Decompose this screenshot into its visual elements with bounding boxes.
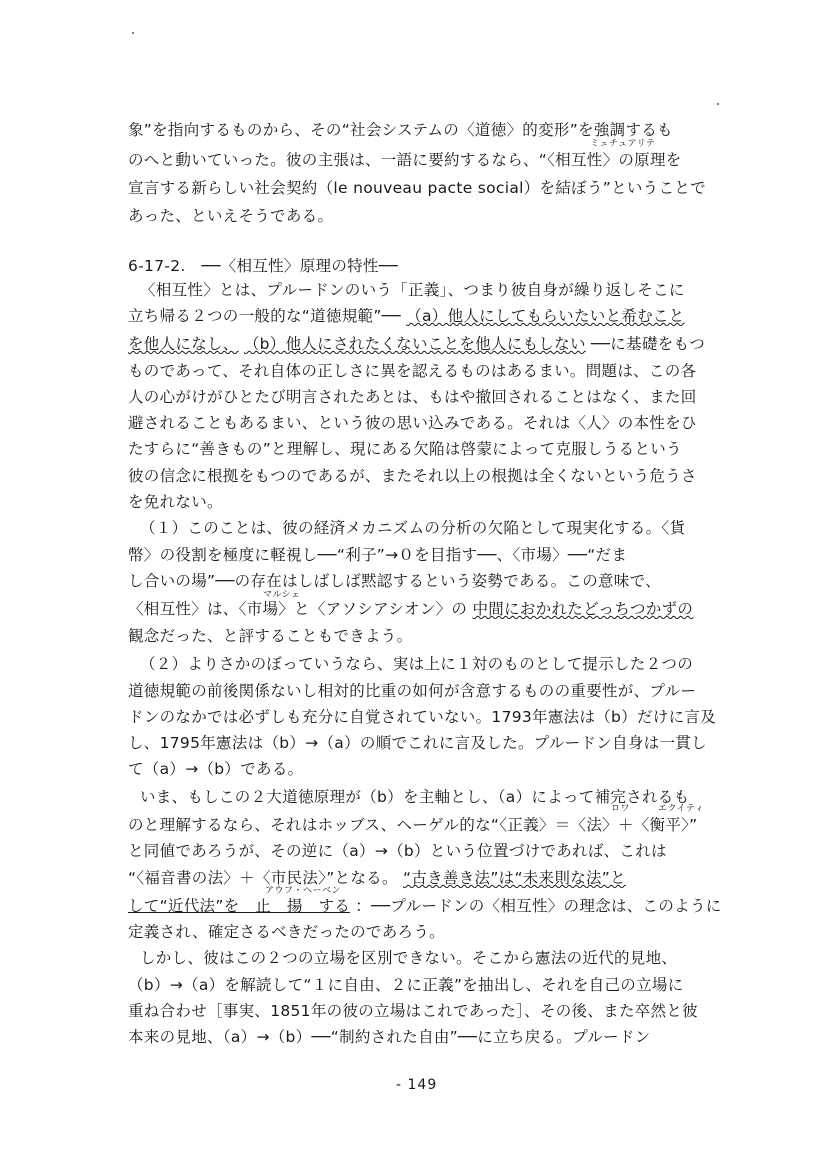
underlined-text: （b）他人にされたくないことを他人にもしない xyxy=(243,335,586,353)
text-line: を免れない。 xyxy=(128,493,223,511)
text-line: のへと動いていった。彼の主張は、一語に要約するなら、“〈相互性〉の原理を xyxy=(128,151,682,169)
text-line: 道徳規範の前後関係ないし相対的比重の如何が含意するものの重要性が、プルー xyxy=(128,682,697,700)
underlined-text: “古き善き法”は“未来則な法”と xyxy=(403,869,626,887)
text-line: 幣〉の役割を極度に軽視し──“利子”→０を目指す──、〈市場〉──“だま xyxy=(128,546,628,564)
text-line: て（a）→（b）である。 xyxy=(128,760,304,778)
scan-speck xyxy=(717,103,719,105)
text-span: 立ち帰る２つの一般的な“道徳規範”── xyxy=(128,307,401,325)
text-line xyxy=(128,896,728,916)
text-span: 〈相互性〉は、〈市場〉と〈アソシアシオン〉の xyxy=(128,600,468,618)
page-number: - 149 xyxy=(396,1077,438,1093)
text-line xyxy=(128,306,728,326)
text-line: し、1795年憲法は（b）→（a）の順でこれに言及した。プルードン自身は一貫し xyxy=(128,734,707,752)
text-line: 象”を指向するものから、その“社会システムの〈道徳〉的変形”を強調するも xyxy=(128,121,673,139)
text-line: 本来の見地、（a）→（b）──“制約された自由”──に立ち戻る。プルードン xyxy=(128,1028,651,1046)
text-line: 避されることもあるまい、という彼の思い込みである。それは〈人〉の本性をひ xyxy=(128,414,697,432)
text-line: と同値であろうが、その逆に（a）→（b）という位置づけであれば、これは xyxy=(128,842,667,860)
text-line: 観念だった、と評することもできよう。 xyxy=(128,627,413,645)
text-line: あった、といえそうである。 xyxy=(128,207,334,225)
text-line: ドンのなかでは必ずしも充分に自覚されていない。1793年憲法は（b）だけに言及 xyxy=(128,708,716,726)
text-line xyxy=(128,599,728,619)
underlined-text: を他人になし、 xyxy=(128,335,239,353)
text-line: （２）よりさかのぼっていうなら、実は上に１対のものとして提示した２つの xyxy=(140,655,694,673)
text-line: し合いの場”──の存在はしばしば黙認するという姿勢である。この意味で、 xyxy=(128,572,661,590)
text-line: 定義され、確定さるべきだったのであろう。 xyxy=(128,923,445,941)
ruby-annotation: エクイティ xyxy=(658,804,705,814)
text-line: いま、もしこの２大道徳原理が（b）を主軸とし、（a）によって補完されるも xyxy=(140,788,690,806)
text-line: ものであって、それ自体の正しさに異を認えるものはあるまい。問題は、この各 xyxy=(128,362,697,380)
section-heading: 6-17-2. ──〈相互性〉原理の特性── xyxy=(128,257,398,275)
text-line: しかし、彼はこの２つの立場を区別できない。そこから憲法の近代的見地、 xyxy=(140,949,678,967)
text-line xyxy=(128,868,728,888)
text-span: ──に基礎をもつ xyxy=(591,335,706,353)
ruby-annotation: マルシェ xyxy=(263,590,301,600)
text-line xyxy=(128,334,728,354)
text-line: 人の心がけがひとたび明言されたあとは、もはや撤回されることはなく、また回 xyxy=(128,388,697,406)
text-line: 彼の信念に根拠をもつのであるが、またそれ以上の根拠は全くないという危うさ xyxy=(128,467,697,485)
text-line: 重ね合わせ［事実、1851年の彼の立場はこれであった］、その後、また卒然と彼 xyxy=(128,1002,698,1020)
text-line: 宣言する新らしい社会契約（le nouveau pacte social）を結ぼう”ということで xyxy=(128,179,706,197)
underlined-text: 中間におかれたどっちつかずの xyxy=(472,600,694,618)
text-line: （１）このことは、彼の経済メカニズムの分析の欠陥として現実化する。〈貨 xyxy=(140,519,686,537)
ruby-annotation: アウフ・ヘーベン xyxy=(265,886,342,896)
text-line: 〈相互性〉とは、プルードンのいう「正義」、つまり彼自身が繰り返しそこに xyxy=(140,281,685,299)
text-span: ：──プルードンの〈相互性〉の理念は、このように xyxy=(355,897,722,915)
scan-speck xyxy=(132,32,134,34)
ruby-annotation: ロワ xyxy=(611,804,631,814)
text-span: “〈福音書の法〉＋〈市民法〉”となる。 xyxy=(128,869,398,887)
underlined-text: （a）他人にしてもらいたいと希むこと xyxy=(406,307,685,325)
text-line: のと理解するなら、それはホッブス、ヘーゲル的な“〈正義〉＝〈法〉＋〈衡平〉” xyxy=(128,816,698,834)
underlined-text: して“近代法”を 止 揚 する xyxy=(128,897,351,915)
text-line: （b）→（a）を解読して“１に自由、２に正義”を抽出し、それを自己の立場に xyxy=(128,976,684,994)
ruby-annotation: ミュチュアリテ xyxy=(590,139,656,149)
text-line: たすらに“善きもの”と理解し、現にある欠陥は啓蒙によって克服しうるという xyxy=(128,440,682,458)
